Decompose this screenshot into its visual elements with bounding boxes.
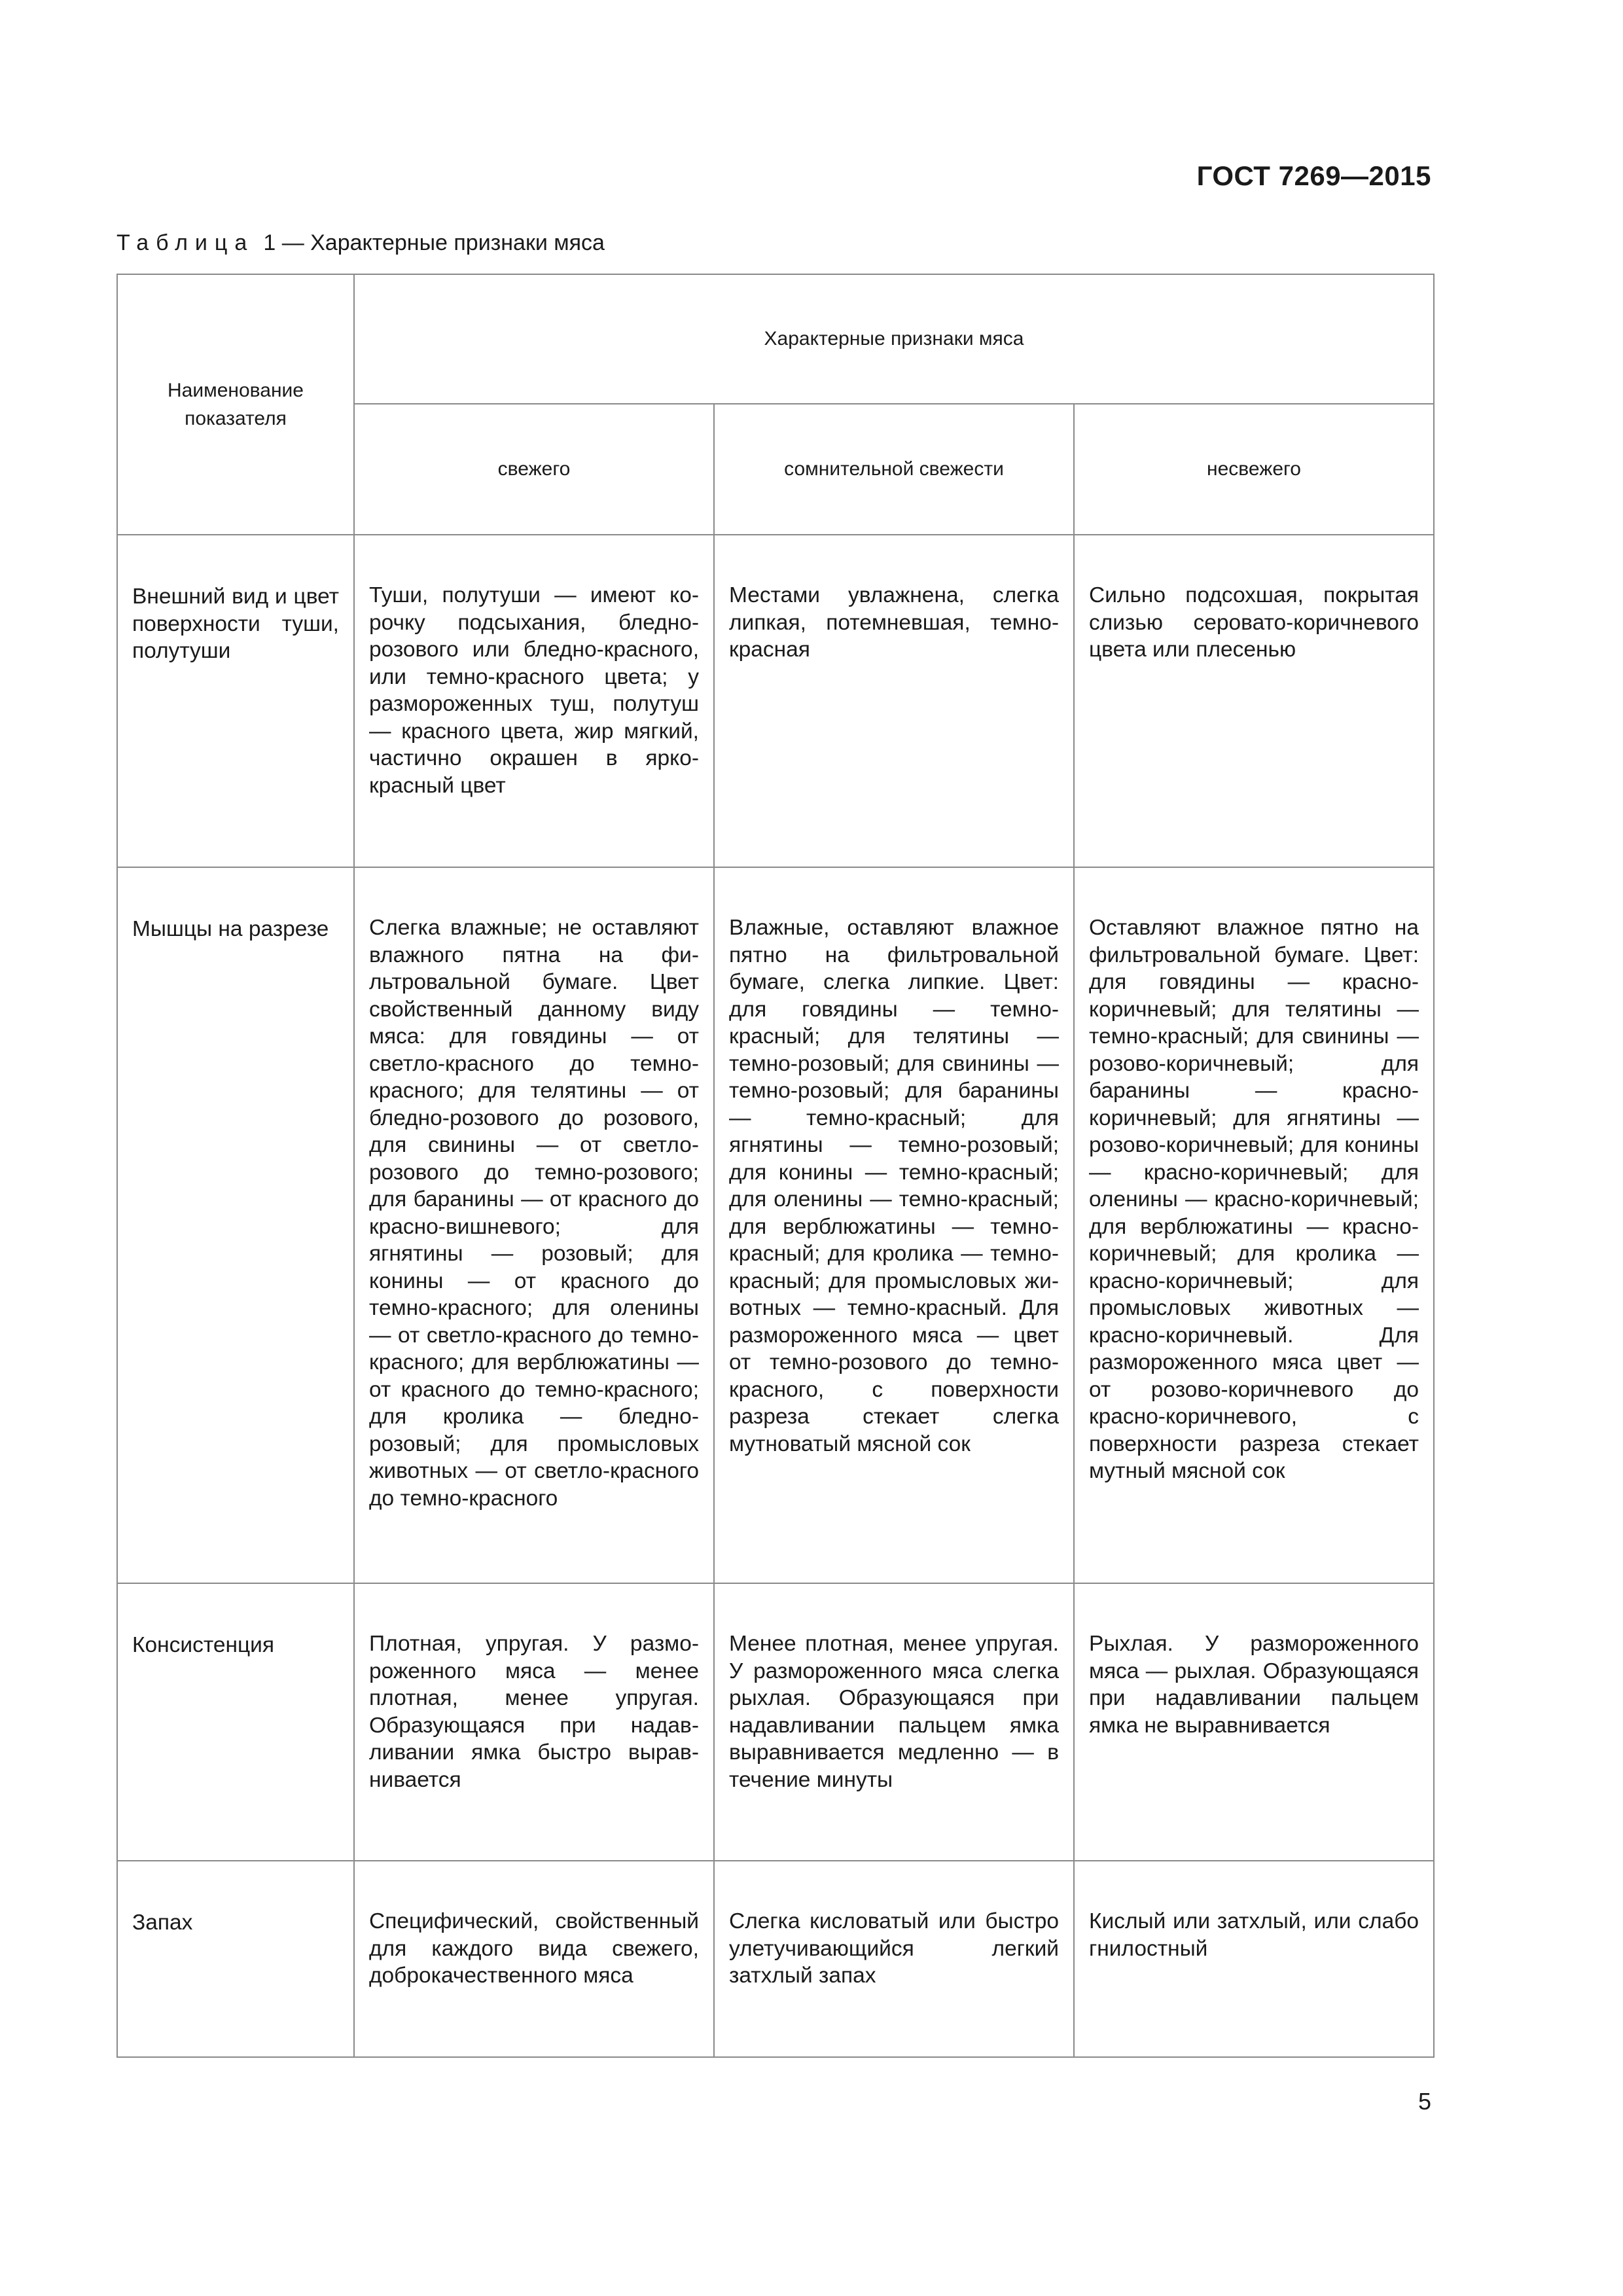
cell-stale: Оставляют влажное пятно на фильтровальной бумаге. Цвет: для говядины — красно-коричневый; для телятины — темно-красный; для свинины — розово-коричневый; для баранины — красно-коричневый; для ягнятины — розово-коричневый; для конины — красно-коричневый; для оленины — красно-коричневый; для верблюжатины — красно-коричневый; для кролика — красно-коричневый; для промысловых животных — красно-коричневый. Для размороженного мяса цвет — от розово-коричневого до красно-коричневого, с поверхности разреза стекает мутный мясной сок	[1074, 867, 1434, 1583]
table-caption	[116, 230, 605, 256]
subheader-doubtful: сомнительной свежести	[714, 404, 1074, 535]
cell-fresh: Слегка влажные; не оставляют влажного пятна на фильтровальной бумаге. Цвет свойственный данному виду мяса: для говядины — от светло-красного до темно-красного; для телятины — от бледно-розового до розового, для свинины — от светло-розового до темно-розового; для баранины — от красного до красно-вишневого; для ягнятины — розовый; для конины — от красного до темно-красного; для оленины — от светло-красного до темно-красного; для верблюжатины — от красного до темно-красного; для кролика — бледно-розовый; для промысловых животных — от светло-красного до темно-красного	[354, 867, 714, 1583]
row-name: Внешний вид и цвет поверхности туши, полутуши	[117, 535, 354, 867]
characteristics-group-header: Характерные признаки мяса	[354, 274, 1434, 404]
table-header-row	[117, 274, 1434, 404]
cell-doubtful: Местами увлажнена, слегка липкая, потемневшая, темно-красная	[714, 535, 1074, 867]
table-row	[117, 1861, 1434, 2057]
caption-label: Таблица	[116, 230, 255, 255]
page-number: 5	[1418, 2088, 1431, 2115]
row-name: Запах	[117, 1861, 354, 2057]
table-row	[117, 535, 1434, 867]
meat-characteristics-table	[116, 274, 1435, 2058]
caption-title: — Характерные признаки мяса	[281, 230, 605, 255]
cell-fresh: Плотная, упругая. У размороженного мяса — менее плотная, менее упругая. Образующаяся при надавливании ямка быстро выравнивается	[354, 1583, 714, 1861]
cell-doubtful: Влажные, оставляют влажное пятно на фильтровальной бумаге, слегка липкие. Цвет: для говядины — темно-красный; для телятины — темно-розовый; для свинины — темно-розовый; для баранины — темно-красный; для ягнятины — темно-розовый; для конины — темно-красный; для оленины — темно-красный; для верблюжатины — темно-красный; для кролика — темно-красный; для промысловых животных — темно-красный. Для размороженного мяса — цвет от темно-розового до темно-красного, с поверхности разреза стекает слегка мутноватый мясной сок	[714, 867, 1074, 1583]
cell-fresh: Специфический, свойственный для каждого вида свежего, доброкачественного мяса	[354, 1861, 714, 2057]
table-row	[117, 867, 1434, 1583]
subheader-fresh: свежего	[354, 404, 714, 535]
indicator-name-header-text: Наименование показателя	[168, 379, 304, 429]
subheader-stale: несвежего	[1074, 404, 1434, 535]
document-code: ГОСТ 7269—2015	[1196, 160, 1431, 191]
caption-number: 1	[263, 230, 276, 255]
row-name: Консистенция	[117, 1583, 354, 1861]
indicator-name-header	[117, 274, 354, 535]
row-name: Мышцы на разрезе	[117, 867, 354, 1583]
cell-stale: Рыхлая. У размороженного мяса — рыхлая. Образующаяся при надавливании пальцем ямка не выравнивается	[1074, 1583, 1434, 1861]
cell-stale: Кислый или затхлый, или слабо гнилостный	[1074, 1861, 1434, 2057]
table-row	[117, 1583, 1434, 1861]
cell-doubtful: Слегка кисловатый или быстро улетучивающийся легкий затхлый запах	[714, 1861, 1074, 2057]
cell-fresh: Туши, полутуши — имеют корочку подсыхания, бледно-розового или бледно-красного, или темно-красного цвета; у размороженных туш, полутуш — красного цвета, жир мягкий, частично окрашен в ярко-красный цвет	[354, 535, 714, 867]
cell-stale: Сильно подсохшая, покрытая слизью серовато-коричневого цвета или плесенью	[1074, 535, 1434, 867]
cell-doubtful: Менее плотная, менее упругая. У размороженного мяса слегка рыхлая. Образующаяся при надавливании пальцем ямка выравнивается медленно — в течение минуты	[714, 1583, 1074, 1861]
